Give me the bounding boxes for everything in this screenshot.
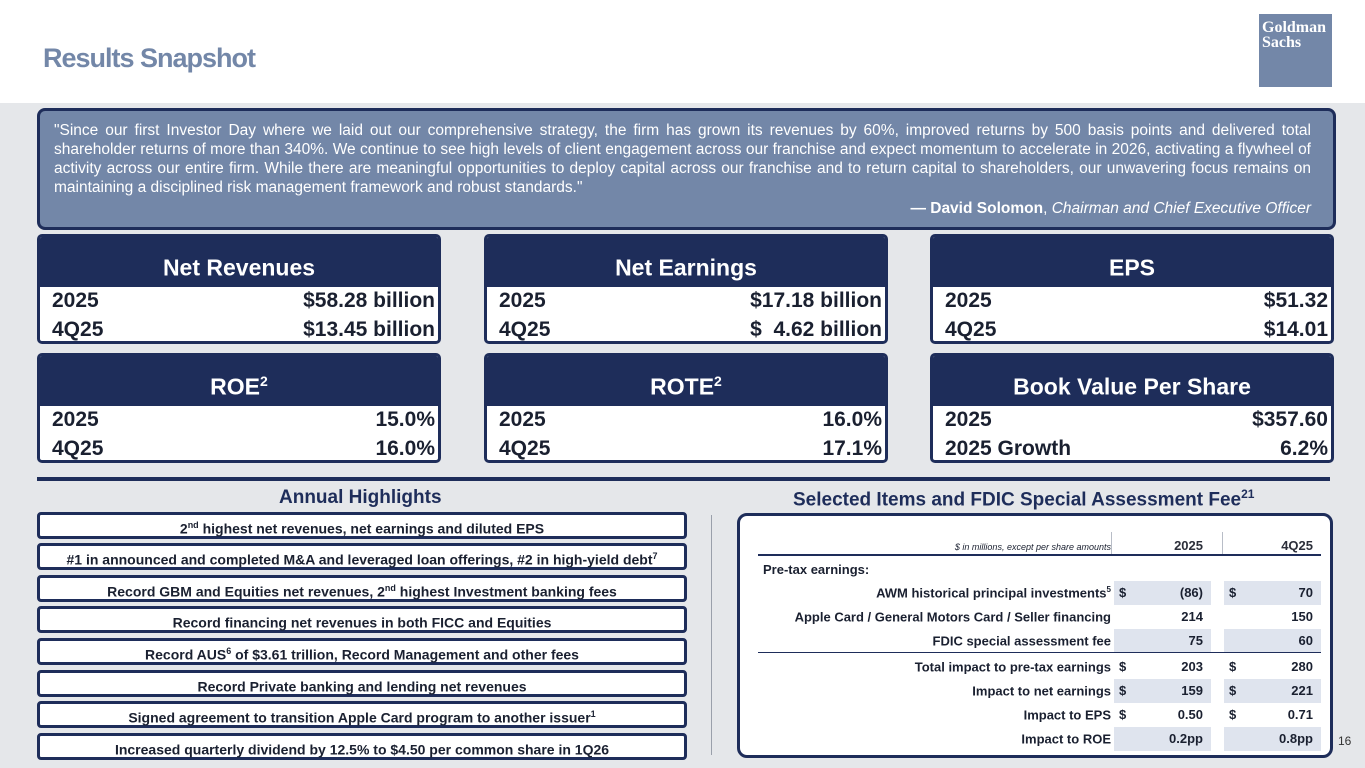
- metric-card-title: [40, 237, 438, 287]
- metric-row: [487, 287, 885, 316]
- highlight-text: Record Private banking and lending net revenues: [197, 678, 527, 695]
- cell-value: 221: [1291, 683, 1313, 698]
- metric-value: $14.01: [1263, 318, 1328, 341]
- cell-4q25: [1224, 655, 1321, 679]
- row-label: [876, 585, 1111, 600]
- table-row: [758, 655, 1321, 679]
- metric-row: [487, 316, 885, 344]
- currency-symbol: $: [1119, 707, 1127, 722]
- currency-symbol: $: [1119, 683, 1127, 698]
- metric-card-title-text: EPS: [1108, 254, 1156, 281]
- cell-2025: [1114, 727, 1211, 751]
- goldman-sachs-logo: [1259, 14, 1332, 87]
- metric-card-title: [933, 356, 1331, 406]
- cell-2025: [1114, 703, 1211, 727]
- metric-period: 2025 Growth: [945, 437, 1072, 460]
- currency-symbol: $: [1119, 659, 1127, 674]
- row-label-text: FDIC special assessment fee: [932, 633, 1111, 649]
- metric-card-title-sup: 2: [714, 373, 722, 389]
- highlight-item: [37, 606, 687, 633]
- selected-items-title-sup: 21: [1241, 487, 1255, 501]
- cell-value: 0.71: [1287, 707, 1313, 722]
- row-label-sup: 5: [1106, 585, 1111, 594]
- currency-symbol: $: [1119, 585, 1127, 600]
- cell-4q25: [1224, 703, 1321, 727]
- highlight-text-cont: of $3.61 trillion, Record Management and other fees: [231, 646, 579, 663]
- highlight-text: Record GBM and Equities net revenues, 2: [107, 583, 385, 600]
- highlight-sup: 1: [590, 709, 596, 719]
- vertical-divider: [711, 515, 712, 755]
- quote-text: "Since our first Investor Day where we laid out our comprehensive strategy, the firm has grown its revenues by 60%, improved returns by 500 basis points and delivered total shareholder returns of more than 340%. We continue to see high levels of client engagement across our franchise and expect momentum to accelerate in 2026, activating a flywheel of activity across our entire firm. While there are meaningful opportunities to deploy capital across our franchise and to return capital to shareholders, our unwavering focus remains on maintaining a disciplined risk management framework and robust standards.": [54, 122, 1311, 196]
- annual-highlights-title: Annual Highlights: [279, 487, 442, 508]
- table-row: [758, 703, 1321, 727]
- row-label: [933, 633, 1111, 648]
- cell-value: 159: [1181, 683, 1203, 698]
- row-label-text: Impact to net earnings: [972, 683, 1111, 699]
- metric-row: [40, 316, 438, 344]
- row-label-text: AWM historical principal investments: [876, 585, 1107, 601]
- table-row: [758, 581, 1321, 605]
- metric-card-title: [40, 356, 438, 406]
- highlight-item: [37, 670, 687, 697]
- metric-card: [484, 353, 888, 463]
- cell-4q25: [1224, 679, 1321, 703]
- metric-value: 6.2%: [1280, 437, 1328, 460]
- row-label-text: Apple Card / General Motors Card / Seller financing: [794, 609, 1111, 625]
- metric-row: [933, 287, 1331, 316]
- highlight-text: Record AUS: [145, 646, 227, 663]
- metric-card-title-text: Net Earnings: [615, 254, 757, 281]
- cell-value: 280: [1291, 659, 1313, 674]
- highlight-text: #1 in announced and completed M&A and leveraged loan offerings, #2 in high-yield debt: [66, 551, 653, 568]
- metric-card-title-text: Net Revenues: [162, 254, 316, 281]
- metric-row: [933, 406, 1331, 435]
- metric-card-title-text: Book Value Per Share: [1013, 373, 1251, 400]
- highlight-sup: 7: [652, 551, 658, 561]
- ceo-quote: [37, 108, 1336, 230]
- highlight-item: [37, 638, 687, 665]
- highlight-text-cont: highest Investment banking fees: [395, 583, 617, 600]
- highlight-item: [37, 733, 687, 760]
- metric-value: 17.1%: [822, 437, 882, 460]
- metric-card: [484, 234, 888, 344]
- metric-card: [930, 234, 1334, 344]
- row-label-text: Impact to ROE: [1021, 731, 1111, 747]
- cell-value: (86): [1179, 585, 1203, 600]
- table-divider: [758, 652, 1321, 653]
- metric-card-title: [933, 237, 1331, 287]
- table-section-label-row: [758, 558, 1321, 582]
- table-row: [758, 605, 1321, 629]
- metric-card-title: [487, 237, 885, 287]
- page-number: 16: [1338, 734, 1352, 748]
- metric-card: [37, 234, 441, 344]
- metric-value: $17.18 billion: [750, 289, 882, 312]
- selected-items-title: [793, 487, 1254, 511]
- table-section-label: Pre-tax earnings:: [763, 562, 870, 577]
- cell-value: 75: [1188, 633, 1203, 648]
- table-header-row: [758, 534, 1321, 556]
- metric-period: 4Q25: [499, 437, 551, 460]
- metric-value: $58.28 billion: [303, 289, 435, 312]
- cell-value: 0.2pp: [1169, 731, 1203, 746]
- row-label: [915, 659, 1111, 674]
- row-label: [1021, 731, 1111, 746]
- metric-card-title: [487, 356, 885, 406]
- row-label: [972, 683, 1111, 698]
- cell-value: 0.8pp: [1279, 731, 1313, 746]
- highlight-text: Record financing net revenues in both FICC and Equities: [172, 614, 552, 631]
- metric-period: 4Q25: [945, 318, 997, 341]
- quote-role: Chairman and Chief Executive Officer: [1051, 200, 1311, 217]
- selected-items-table: [737, 513, 1333, 758]
- cell-value: 203: [1181, 659, 1203, 674]
- metric-period: 2025: [945, 408, 992, 431]
- metric-value: 15.0%: [375, 408, 435, 431]
- cell-2025: [1114, 655, 1211, 679]
- metric-row: [933, 435, 1331, 463]
- quote-author: — David Solomon: [910, 200, 1044, 217]
- metric-value: 16.0%: [375, 437, 435, 460]
- currency-symbol: $: [1229, 659, 1237, 674]
- cell-2025: [1114, 679, 1211, 703]
- highlight-item: [37, 575, 687, 602]
- metric-row: [40, 406, 438, 435]
- metric-value: $357.60: [1252, 408, 1328, 431]
- metric-row: [487, 435, 885, 463]
- metric-period: 4Q25: [52, 318, 104, 341]
- selected-items-title-text: Selected Items and FDIC Special Assessment Fee: [793, 489, 1242, 511]
- cell-value: 214: [1181, 609, 1203, 624]
- highlight-sup: nd: [187, 520, 199, 530]
- metric-row: [40, 287, 438, 316]
- table-note: $ in millions, except per share amounts: [954, 542, 1111, 552]
- row-label: [1024, 707, 1111, 722]
- quote-attribution: [54, 199, 1311, 218]
- metric-period: 2025: [499, 408, 546, 431]
- highlight-sup: nd: [384, 583, 396, 593]
- metric-period: 2025: [945, 289, 992, 312]
- cell-4q25: [1224, 727, 1321, 751]
- highlight-text: Signed agreement to transition Apple Card program to another issuer: [128, 709, 591, 726]
- currency-symbol: $: [1229, 707, 1237, 722]
- metric-value: 16.0%: [822, 408, 882, 431]
- currency-symbol: $: [1229, 683, 1237, 698]
- metric-period: 2025: [52, 289, 99, 312]
- metric-card: [930, 353, 1334, 463]
- cell-value: 0.50: [1177, 707, 1203, 722]
- cell-value: 70: [1298, 585, 1313, 600]
- logo-line-1: Goldman: [1262, 19, 1327, 36]
- cell-4q25: [1224, 629, 1321, 653]
- quote-separator: ,: [1043, 200, 1052, 217]
- row-label-text: Total impact to pre-tax earnings: [914, 659, 1111, 675]
- currency-symbol: $: [1229, 585, 1237, 600]
- highlight-sup: 6: [226, 646, 232, 656]
- cell-value: 150: [1291, 609, 1313, 624]
- metric-period: 4Q25: [52, 437, 104, 460]
- metric-row: [933, 316, 1331, 344]
- highlight-item: [37, 701, 687, 728]
- highlight-text: Increased quarterly dividend by 12.5% to $4.50 per common share in 1Q26: [114, 741, 610, 758]
- metric-period: 4Q25: [499, 318, 551, 341]
- metric-card-title-sup: 2: [260, 373, 268, 389]
- cell-4q25: [1224, 605, 1321, 629]
- header: [0, 0, 1365, 103]
- row-label: [795, 609, 1111, 624]
- metric-card-title-text: ROE: [210, 373, 261, 400]
- column-header-4q25: 4Q25: [1281, 538, 1313, 553]
- section-divider: [37, 477, 1330, 481]
- row-label-text: Impact to EPS: [1023, 707, 1111, 723]
- table-row: [758, 679, 1321, 703]
- highlight-text: 2: [179, 520, 188, 537]
- page-title: Results Snapshot: [43, 43, 256, 73]
- column-header-2025: 2025: [1174, 538, 1203, 553]
- highlight-text-cont: highest net revenues, net earnings and diluted EPS: [198, 520, 545, 537]
- metric-card: [37, 353, 441, 463]
- cell-value: 60: [1298, 633, 1313, 648]
- logo-line-2: Sachs: [1262, 34, 1302, 51]
- cell-2025: [1114, 581, 1211, 605]
- cell-4q25: [1224, 581, 1321, 605]
- metric-row: [487, 406, 885, 435]
- metric-period: 2025: [499, 289, 546, 312]
- cell-2025: [1114, 629, 1211, 653]
- highlight-item: [37, 512, 687, 539]
- metric-period: 2025: [52, 408, 99, 431]
- metric-value: $51.32: [1263, 289, 1328, 312]
- metric-card-title-text: ROTE: [650, 373, 715, 400]
- metric-value: $ 4.62 billion: [750, 318, 882, 341]
- table-row: [758, 629, 1321, 653]
- metric-row: [40, 435, 438, 463]
- highlight-item: [37, 543, 687, 570]
- cell-2025: [1114, 605, 1211, 629]
- table-row: [758, 727, 1321, 751]
- metric-value: $13.45 billion: [303, 318, 435, 341]
